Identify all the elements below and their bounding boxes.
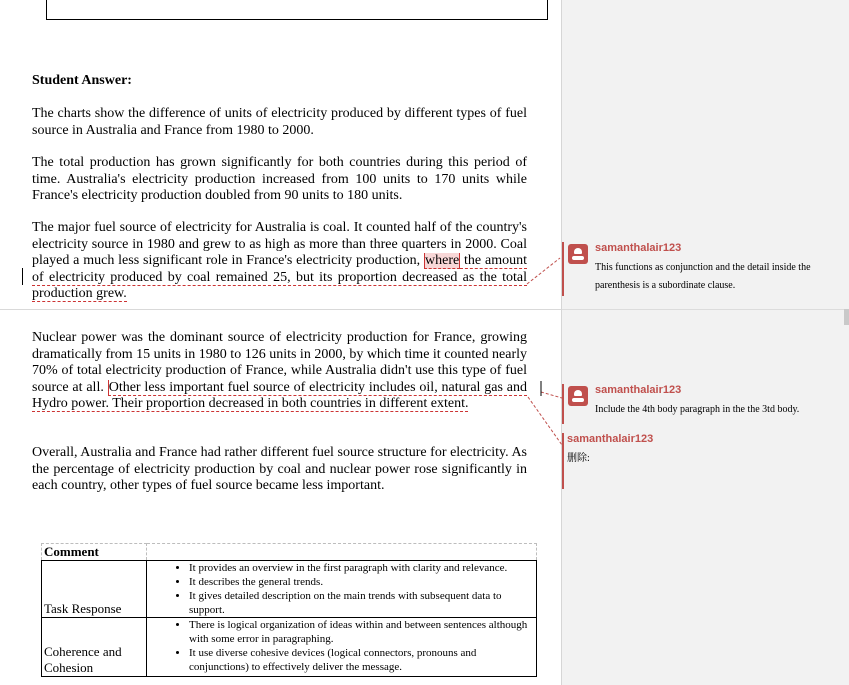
- comment-3[interactable]: [562, 433, 822, 489]
- student-answer-heading: Student Answer:: [32, 73, 132, 88]
- highlighted-word-where[interactable]: where: [425, 253, 460, 268]
- previous-table-box: [46, 0, 548, 20]
- paragraph-3[interactable]: [32, 220, 527, 303]
- paragraph-4-start: Nuclear power was the dominant source of electricity production for France, growing dramatically from 15 units in 1980 to 126 units in 2000, by which time it counted nearly 70% of total electricity production of France, while Australia didn't use this type of fuel source at all.: [32, 330, 527, 395]
- scrollbar-thumb[interactable]: [844, 309, 849, 325]
- row-label-coherence: Coherence and Cohesion: [42, 618, 147, 677]
- comment-author: samanthalair123: [595, 384, 682, 396]
- paragraph-3-start: The major fuel source of electricity for Australia is coal. It counted half of the country's electricity source in 1980 and grew to as high as more than three quarters in 2000. Coal played a much less significant role in France's electricity production,: [32, 220, 527, 268]
- list-item: • It provides an overview in the first paragraph with clarity and relevance.: [189, 561, 534, 575]
- list-item: • There is logical organization of ideas within and between sentences although with some error in paragraphing.: [189, 618, 534, 646]
- paragraph-1[interactable]: The charts show the difference of units of electricity produced by different types of fuel source in Australia and France from 1980 to 2000.: [32, 106, 527, 138]
- comment-author: samanthalair123: [595, 242, 682, 254]
- comment-bar: [562, 242, 564, 296]
- table-row[interactable]: [42, 618, 537, 677]
- comment-bar: [562, 384, 564, 424]
- comment-author: samanthalair123: [567, 433, 654, 445]
- paragraph-3-end: the amount of electricity produced by coal remained 25, but its proportion decreased as the total production grew.: [32, 253, 527, 301]
- paragraph-5[interactable]: Overall, Australia and France had rather different fuel source structure for electricity. As the percentage of electricity production by coal and nuclear power rose significantly in each country, other types of fuel source became less important.: [32, 445, 527, 493]
- comment-1[interactable]: [562, 242, 822, 296]
- user-avatar-icon: [568, 244, 588, 264]
- comment-text: This functions as conjunction and the detail inside the parenthesis is a subordinate clause.: [595, 262, 811, 291]
- paragraph-4-commented[interactable]: Other less important fuel source of electricity includes oil, natural gas and Hydro power. Their proportion decreased in both countries in different extent.: [32, 379, 528, 411]
- user-avatar-icon: [568, 386, 588, 406]
- comments-margin: [561, 0, 849, 685]
- list-item: • It describes the general trends.: [189, 575, 534, 589]
- comment-2[interactable]: [562, 384, 822, 424]
- list-item: • It use diverse cohesive devices (logical connectors, pronouns and conjunctions) to effectively deliver the message.: [189, 646, 534, 674]
- paragraph-2[interactable]: The total production has grown significantly for both countries during this period of time. Australia's electricity production increased from 100 units to 170 units while France's electricity production doubled from 90 units to 180 units.: [32, 155, 527, 203]
- list-item: • It gives detailed description on the main trends with subsequent data to support.: [189, 589, 534, 617]
- table-header-empty: [147, 544, 537, 561]
- comment-text: Include the 4th body paragraph in the the 3td body.: [595, 404, 800, 415]
- change-bar: [22, 268, 23, 285]
- comment-text: 删除:: [567, 453, 590, 464]
- row-bullets-task-response: [147, 561, 537, 618]
- comment-table[interactable]: [41, 543, 537, 677]
- margin-page-break: [562, 309, 849, 310]
- row-label-task-response: Task Response: [42, 561, 147, 618]
- table-header-comment: Comment: [42, 544, 147, 561]
- table-row[interactable]: [42, 561, 537, 618]
- paragraph-4[interactable]: [32, 330, 527, 413]
- row-bullets-coherence: [147, 618, 537, 677]
- comment-bar: [562, 433, 564, 489]
- page-break-line: [0, 309, 561, 310]
